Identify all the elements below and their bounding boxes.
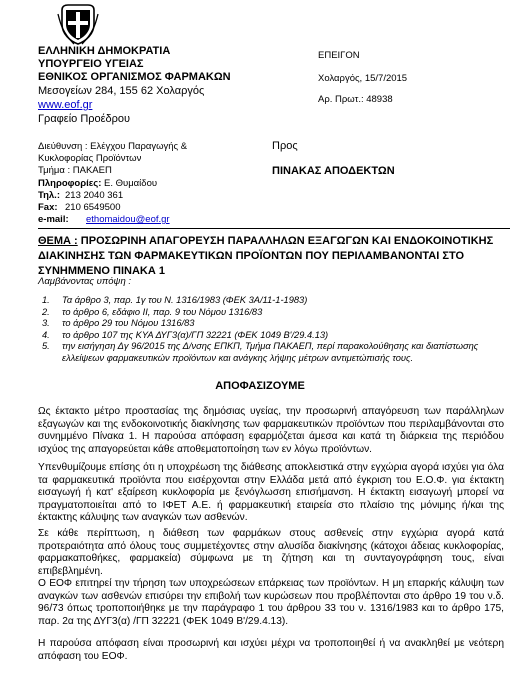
ministry-name: ΥΠΟΥΡΓΕΙΟ ΥΓΕΙΑΣ: [38, 58, 144, 70]
subject-text: ΠΡΟΣΩΡΙΝΗ ΑΠΑΓΟΡΕΥΣΗ ΠΑΡΑΛΛΗΛΩΝ ΕΞΑΓΩΓΩΝ ΚΑΙ ΕΝΔΟΚΟΙΝΟΤΙΚΗΣ ΔΙΑΚΙΝΗΣΗΣ ΤΩΝ ΦΑΡΜΑΚΕΥΤΙΚΩΝ ΠΡΟΪΟΝΤΩΝ ΠΟΥ ΠΕΡΙΛΑΜΒΑΝΟΝΤΑΙ ΣΤΟ ΣΥΝΗΜΜΕΝΟ ΠΙΝΑΚΑ 1: [38, 235, 494, 277]
considering-item: 3. το άρθρο 29 του Νόμου 1316/83: [42, 318, 195, 328]
subject-divider: [38, 228, 510, 229]
recipient-list: ΠΙΝΑΚΑΣ ΑΠΟΔΕΚΤΩΝ: [272, 165, 395, 177]
subject-label: ΘΕΜΑ :: [38, 235, 78, 247]
info-value: Ε. Θυμαίδου: [101, 178, 158, 189]
greek-coat-of-arms-emblem: [56, 2, 100, 46]
decision-paragraph-4: Ο ΕΟΦ επιτηρεί την τήρηση των υποχρεώσεων επάρκειας των προϊόντων. Η μη επαρκής κάλυψη των αναγκών των ασθενών επισύρει την επιβολή των κυρώσεων που προβλέπονται στο άρθρο 19 του ν.δ. 96/73 όπως τροποποιήθηκε με την παράγραφο 1 του άρθρου 33 του ν. 1316/1983 και το άρθρο 175, παρ. 2α της ΔΥΓ3(α) /ΓΠ 32221 (ΦΕΚ 1049 Β'/29.4.13).: [38, 578, 504, 627]
document-date: Χολαργός, 15/7/2015: [318, 73, 408, 84]
considering-intro: Λαμβάνοντας υπόψη :: [38, 276, 132, 287]
fax-label: Fax:: [38, 202, 58, 213]
considering-list: [42, 295, 502, 364]
country-name: ΕΛΛΗΝΙΚΗ ΔΗΜΟΚΡΑΤΙΑ: [38, 45, 171, 57]
division-line-2: Κυκλοφορίας Προϊόντων: [38, 153, 142, 164]
website-link[interactable]: www.eof.gr: [38, 99, 93, 111]
email-row: [38, 214, 170, 226]
fax-value: 210 6549500: [65, 202, 121, 213]
decision-paragraph-3: Σε κάθε περίπτωση, η διάθεση των φαρμάκων στους ασθενείς στην εγχώρια αγορά κατά προτεραιότητα από όλους τους συμμετέχοντες στην αλυσίδα διακίνησης (κάτοχοι άδειας κυκλοφορίας, φαρμακαποθήκες, φαρμακεία) σύμφωνα με τη ζήτηση και τη συνταγογράφηση τους, είναι επιβεβλημένη.: [38, 528, 504, 577]
decision-paragraph-1: Ως έκτακτο μέτρο προστασίας της δημόσιας υγείας, την προσωρινή απαγόρευση των παράλληλων εξαγωγών και της ενδοκοινοτικής διακίνησης των φαρμακευτικών προϊόντων που περιλαμβάνονται στο συνημμένο Πίνακα 1. Η παρούσα απόφαση εφαρμόζεται άμεσα και κατά τη διάρκεια της περιόδου ισχύος της απαγορεύεται κάθε αποθεματοποίηση των εν λόγω προϊόντων.: [38, 406, 504, 455]
recipient-to: Προς: [272, 140, 298, 152]
email-label: e-mail:: [38, 214, 69, 225]
subject: [38, 234, 504, 279]
address: Μεσογείων 284, 155 62 Χολαργός: [38, 85, 205, 97]
office-name: Γραφείο Προέδρου: [38, 113, 131, 125]
fax-row: [38, 202, 120, 214]
decision-paragraph-2: Υπενθυμίζουμε επίσης ότι η υποχρέωση της διάθεσης αποκλειστικά στην εγχώρια αγορά ισχύει για όλα τα φαρμακευτικά προϊόντα που εισέρχονται στην Ελλάδα μετά από έγκριση του Ε.Ο.Φ. για έκτακτη εισαγωγή ή κατ' εξαίρεση κυκλοφορία με ξενόγλωσση επισήμανση. Η έκτακτη εισαγωγή μπορεί να πραγματοποιείται από το ΙΦΕΤ Α.Ε. ή φαρμακευτική εταιρεία στο πλαίσιο της μόνιμης ή/και της έκτακτης κάλυψης των αναγκών των ασθενών.: [38, 462, 504, 523]
tel-value: 213 2040 361: [65, 190, 124, 201]
tel-label: Τηλ.:: [38, 190, 60, 201]
considering-item: 5. την εισήγηση Δγ 96/2015 της Δ/νσης ΕΠΚΠ, Τμήμα ΠΑΚΑΕΠ, περί παρακολούθησης και διαπίστωσης ελλείψεων φαρμακευτικών προϊόντων και ανάγκης λήψης μέτρων αντιμετώπισής τους.: [42, 341, 479, 363]
department: Τμήμα : ΠΑΚΑΕΠ: [38, 165, 112, 176]
info-row: [38, 178, 157, 190]
decision-paragraph-5: Η παρούσα απόφαση είναι προσωρινή και ισχύει μέχρι να τροποποιηθεί ή να ανακληθεί με νεότερη απόφαση του ΕΟΦ.: [38, 638, 504, 662]
considering-item: 4. το άρθρο 107 της ΚΥΑ ΔΥΓ3(α)/ΓΠ 32221 (ΦΕΚ 1049 Β'/29.4.13): [42, 329, 329, 340]
division-line-1: Διεύθυνση : Ελέγχου Παραγωγής &: [38, 141, 188, 152]
protocol-number: Αρ. Πρωτ.: 48938: [318, 94, 393, 105]
organization-name: ΕΘΝΙΚΟΣ ΟΡΓΑΝΙΣΜΟΣ ΦΑΡΜΑΚΩΝ: [38, 71, 231, 83]
considering-item: 2. το άρθρο 6, εδάφιο ΙΙ, παρ. 9 του Νόμου 1316/83: [42, 306, 263, 317]
tel-row: [38, 190, 123, 202]
email-link[interactable]: ethomaidou@eof.gr: [86, 214, 170, 225]
considering-item: 1. Τα άρθρο 3, παρ. 1γ του Ν. 1316/1983 (ΦΕΚ 3Α/11-1-1983): [42, 295, 308, 305]
urgency-label: ΕΠΕΙΓΟΝ: [318, 50, 360, 61]
decision-heading: ΑΠΟΦΑΣΙΖΟΥΜΕ: [215, 380, 305, 392]
info-label: Πληροφορίες:: [38, 178, 102, 189]
